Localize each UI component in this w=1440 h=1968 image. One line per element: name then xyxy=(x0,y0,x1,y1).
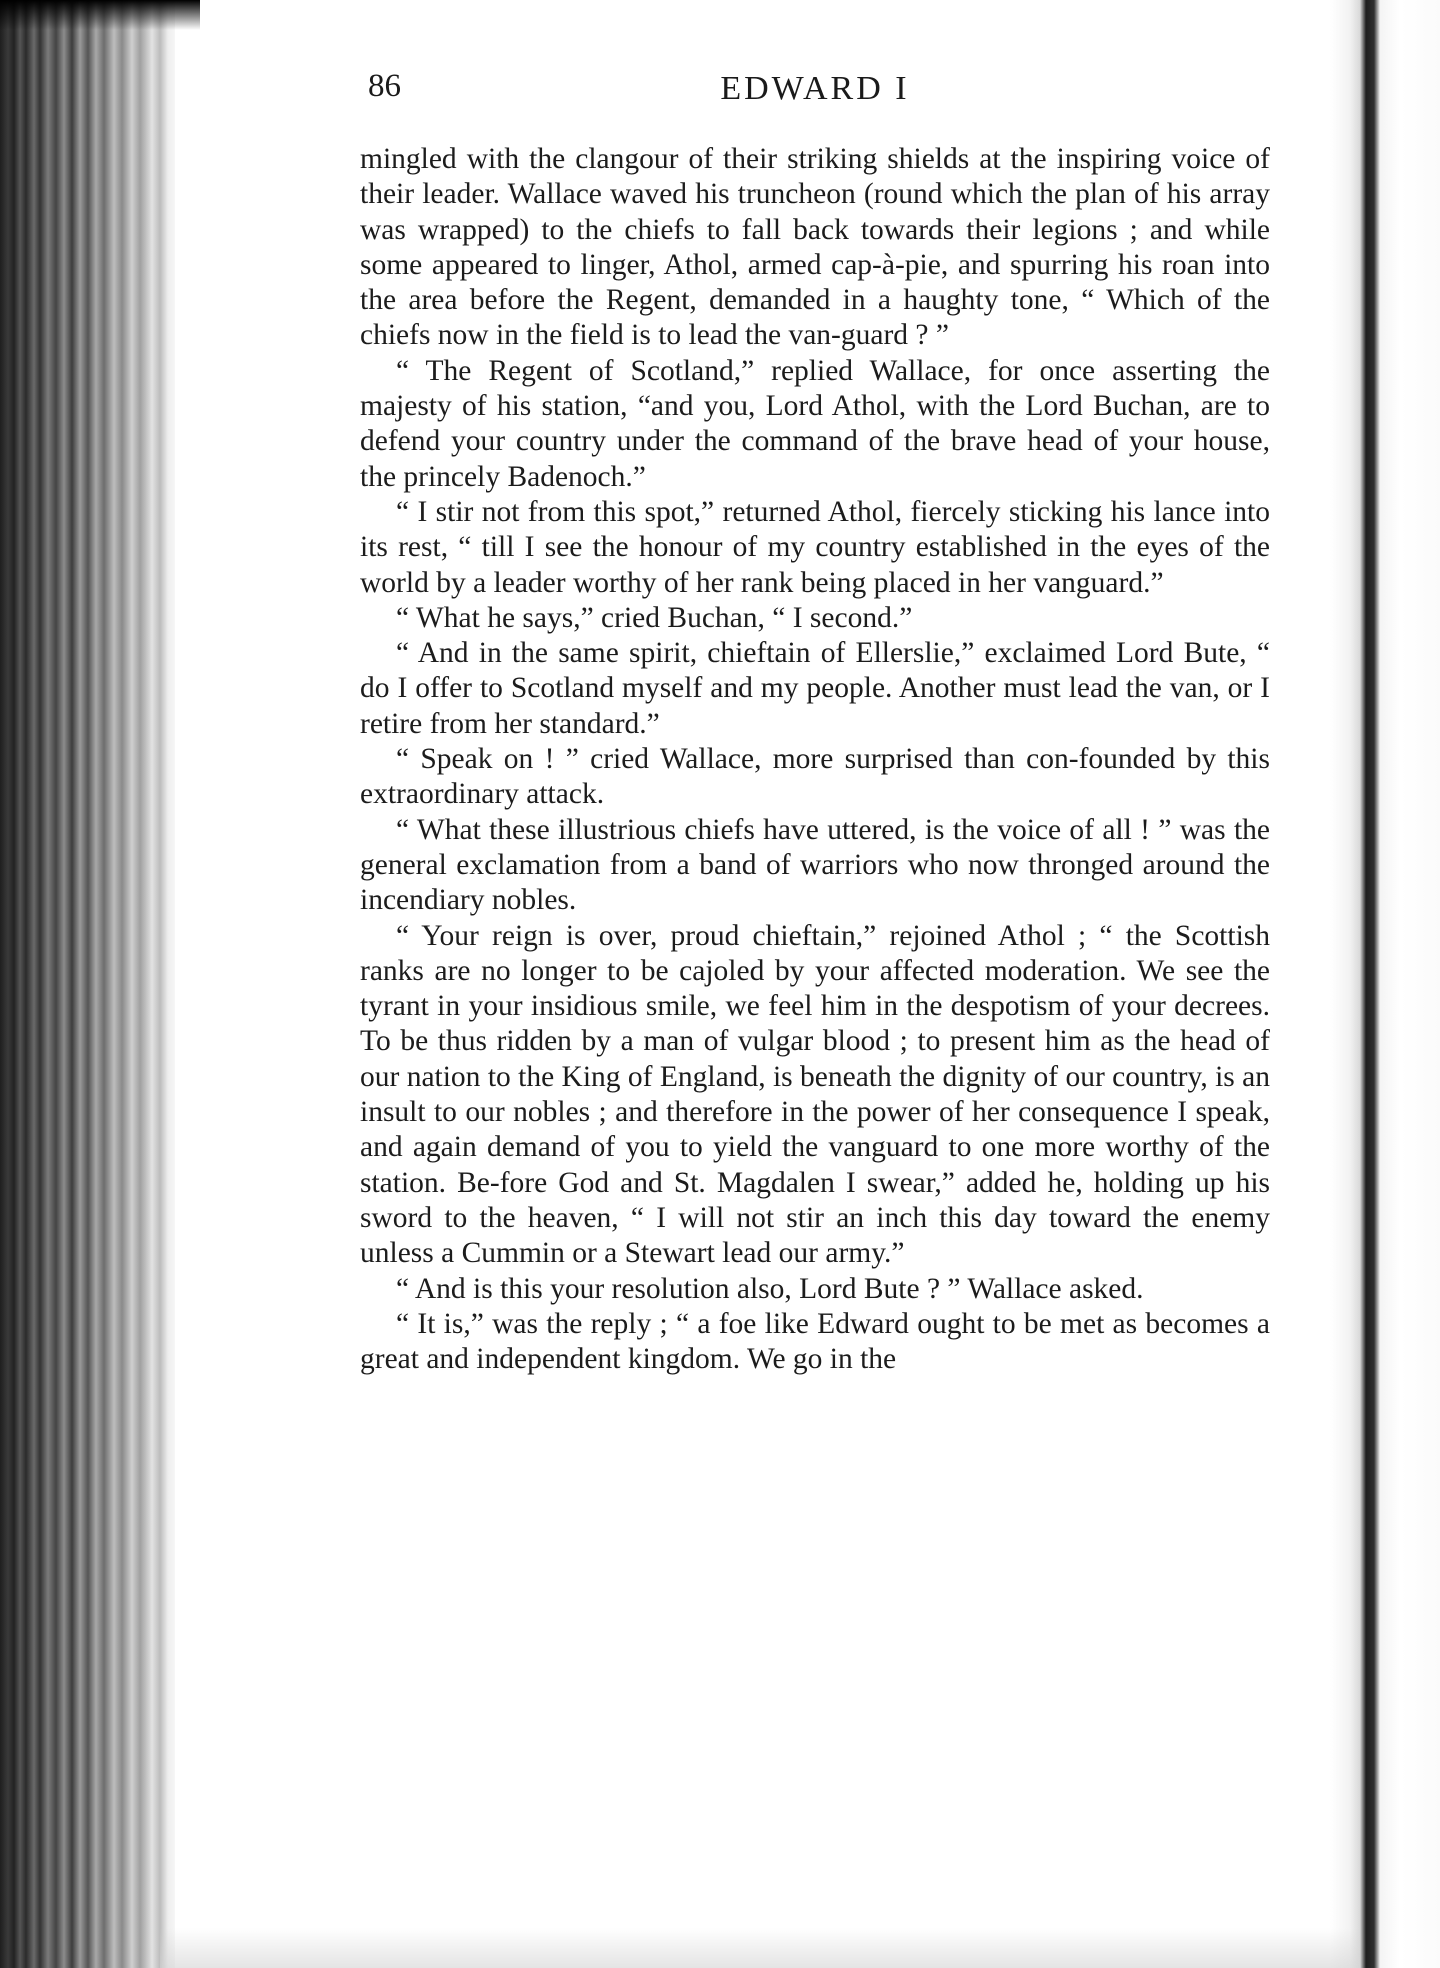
bottom-shadow xyxy=(160,1928,1360,1968)
paragraph: “ I stir not from this spot,” returned Athol, fiercely sticking his lance into its rest, “ till I see the honour of my country established in the eyes of the world by a leader worthy of her rank being placed in her vanguard.” xyxy=(360,495,1270,599)
paragraph: “ The Regent of Scotland,” replied Wallace, for once asserting the majesty of his station, “and you, Lord Athol, with the Lord Buchan, are to defend your country under the command of the brave head of your house, the princely Badenoch.” xyxy=(360,354,1270,493)
paragraph: “ It is,” was the reply ; “ a foe like Edward ought to be met as becomes a great and independent kingdom. We go in the xyxy=(360,1307,1270,1376)
paragraph: mingled with the clangour of their striking shields at the inspiring voice of their leader. Wallace waved his truncheon (round which the plan of his array was wrapped) to the chiefs to fall back towards their legions ; and while some appeared to linger, Athol, armed cap-à-pie, and spurring his roan into the area before the Regent, demanded in a haughty tone, “ Which of the chiefs now in the field is to lead the van-guard ? ” xyxy=(360,143,1270,352)
paragraph: “ Your reign is over, proud chieftain,” rejoined Athol ; “ the Scottish ranks are no longer to be cajoled by your affected moderation. We see the tyrant in your insidious smile, we feel him in the despotism of your decrees. To be thus ridden by a man of vulgar blood ; to present him as the head of our nation to the King of England, is beneath the dignity of our country, is an insult to our nobles ; and therefore in the power of her consequence I speak, and again demand of you to yield the vanguard to one more worthy of the station. Be-fore God and St. Magdalen I swear,” added he, holding up his sword to the heaven, “ I will not stir an inch this day toward the enemy unless a Cummin or a Stewart lead our army.” xyxy=(360,919,1270,1270)
paragraph: “ And in the same spirit, chieftain of Ellerslie,” exclaimed Lord Bute, “ do I offer to Scotland myself and my people. Another must lead the van, or I retire from her standard.” xyxy=(360,637,1270,740)
running-head xyxy=(360,60,1270,120)
paragraph: “ Speak on ! ” cried Wallace, more surprised than con-founded by this extraordinary attack. xyxy=(360,743,1270,811)
paragraph: “ And is this your resolution also, Lord Bute ? ” Wallace asked. xyxy=(396,1272,1144,1305)
running-title: EDWARD I xyxy=(720,70,910,107)
paragraph: “ What these illustrious chiefs have uttered, is the voice of all ! ” was the general exclamation from a band of warriors who now thronged around the incendiary nobles. xyxy=(360,813,1270,917)
page-number: 86 xyxy=(368,68,401,104)
top-edge-shadow xyxy=(0,0,200,30)
book-page xyxy=(360,60,1270,1377)
book-page-edges xyxy=(0,0,175,1968)
paragraph: “ What he says,” cried Buchan, “ I second.” xyxy=(396,601,913,634)
binding-edge xyxy=(1330,0,1440,1968)
body-text xyxy=(360,142,1270,1377)
